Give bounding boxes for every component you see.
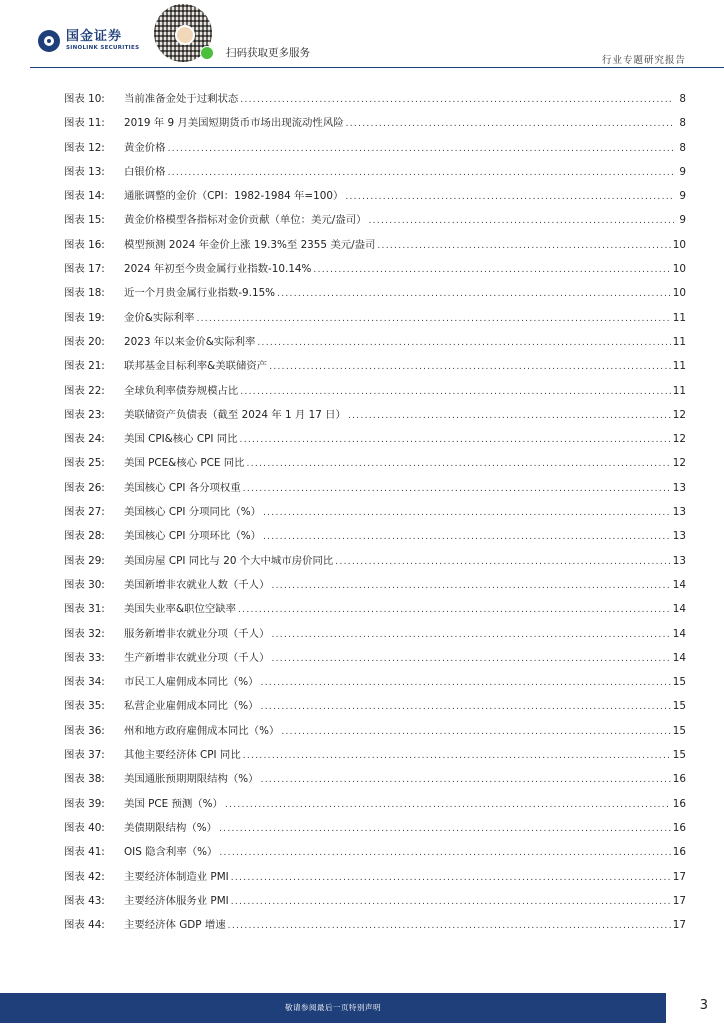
page-reference: 15 <box>672 749 686 762</box>
figure-title: 通胀调整的金价（CPI：1982-1984 年=100） <box>124 190 344 203</box>
toc-entry[interactable] <box>64 406 686 430</box>
logo-english-name: SINOLINK SECURITIES <box>66 45 140 52</box>
page-reference: 14 <box>672 627 686 640</box>
dot-leader <box>225 800 671 810</box>
dot-leader <box>196 314 670 324</box>
figure-title: 全球负利率债券规模占比 <box>124 384 239 397</box>
page-reference: 10 <box>672 263 686 276</box>
toc-entry[interactable] <box>64 90 686 114</box>
figure-title: 美国通胀预期期限结构（%） <box>124 773 259 786</box>
dot-leader <box>261 702 671 712</box>
figure-number: 图表 29: <box>64 554 105 567</box>
page-header <box>0 0 724 68</box>
qr-center-avatar <box>175 25 195 45</box>
figure-list <box>64 90 686 940</box>
figure-number: 图表 33: <box>64 651 105 664</box>
dot-leader <box>313 265 670 275</box>
figure-number: 图表 42: <box>64 870 105 883</box>
figure-number: 图表 44: <box>64 919 105 932</box>
toc-entry[interactable] <box>64 527 686 551</box>
figure-number: 图表 20: <box>64 335 105 348</box>
figure-number: 图表 34: <box>64 676 105 689</box>
dot-leader <box>168 144 674 154</box>
toc-entry[interactable] <box>64 843 686 867</box>
dot-leader <box>247 459 671 469</box>
dot-leader <box>238 605 671 615</box>
page-reference: 15 <box>672 724 686 737</box>
toc-entry[interactable] <box>64 892 686 916</box>
page-reference: 17 <box>672 894 686 907</box>
dot-leader <box>335 557 670 567</box>
dot-leader <box>263 532 671 542</box>
dot-leader <box>348 411 671 421</box>
figure-title: 美国失业率&职位空缺率 <box>124 603 237 616</box>
figure-title: 美国 PCE 预测（%） <box>124 797 223 810</box>
page-reference: 16 <box>672 773 686 786</box>
page-reference: 17 <box>672 919 686 932</box>
toc-entry[interactable] <box>64 770 686 794</box>
figure-number: 图表 10: <box>64 93 105 105</box>
page-reference: 11 <box>672 360 686 373</box>
page-reference: 14 <box>672 651 686 664</box>
dot-leader <box>240 95 674 105</box>
toc-entry[interactable] <box>64 673 686 697</box>
figure-number: 图表 38: <box>64 773 105 786</box>
dot-leader <box>243 751 671 761</box>
figure-title: 当前准备金处于过剩状态 <box>124 93 239 105</box>
toc-entry[interactable] <box>64 236 686 260</box>
toc-entry[interactable] <box>64 625 686 649</box>
page-reference: 13 <box>672 481 686 494</box>
figure-number: 图表 30: <box>64 578 105 591</box>
figure-title: 2019 年 9 月美国短期货币市场出现流动性风险 <box>124 117 344 130</box>
dot-leader <box>281 727 670 737</box>
page-reference: 12 <box>672 457 686 470</box>
toc-entry[interactable] <box>64 552 686 576</box>
page-reference: 16 <box>672 821 686 834</box>
figure-number: 图表 37: <box>64 749 105 762</box>
page-reference: 16 <box>672 797 686 810</box>
figure-number: 图表 35: <box>64 700 105 713</box>
page-reference: 9 <box>679 190 686 203</box>
wechat-icon <box>200 46 214 60</box>
figure-number: 图表 32: <box>64 627 105 640</box>
page-reference: 13 <box>672 554 686 567</box>
figure-title: 美国 PCE&核心 PCE 同比 <box>124 457 245 470</box>
figure-number: 图表 21: <box>64 360 105 373</box>
dot-leader <box>271 581 670 591</box>
dot-leader <box>219 824 671 834</box>
toc-entry[interactable] <box>64 260 686 284</box>
page-reference: 8 <box>679 141 686 154</box>
toc-entry[interactable] <box>64 576 686 600</box>
toc-entry[interactable] <box>64 479 686 503</box>
toc-entry[interactable] <box>64 916 686 940</box>
figure-number: 图表 39: <box>64 797 105 810</box>
toc-entry[interactable] <box>64 600 686 624</box>
dot-leader <box>269 362 671 372</box>
page-reference: 12 <box>672 408 686 421</box>
page-reference: 17 <box>672 870 686 883</box>
page-reference: 8 <box>679 93 686 105</box>
figure-title: 2024 年初至今贵金属行业指数-10.14% <box>124 263 312 276</box>
dot-leader <box>368 216 674 226</box>
company-logo <box>38 30 139 52</box>
figure-number: 图表 14: <box>64 190 105 203</box>
figure-title: 白银价格 <box>124 165 166 178</box>
logo-chinese-name: 国金证券 <box>66 29 123 45</box>
figure-number: 图表 43: <box>64 894 105 907</box>
figure-title: 服务新增非农就业分项（千人） <box>124 627 270 640</box>
toc-entry[interactable] <box>64 284 686 308</box>
toc-entry[interactable] <box>64 649 686 673</box>
page-reference: 9 <box>679 165 686 178</box>
figure-title: 模型预测 2024 年金价上涨 19.3%至 2355 美元/盎司 <box>124 238 376 251</box>
dot-leader <box>240 435 671 445</box>
figure-title: OIS 隐含利率（%） <box>124 846 218 859</box>
dot-leader <box>219 848 670 858</box>
dot-leader <box>261 678 671 688</box>
dot-leader <box>231 897 671 907</box>
figure-title: 黄金价格模型各指标对金价贡献（单位：美元/盎司） <box>124 214 367 227</box>
toc-entry[interactable] <box>64 187 686 211</box>
figure-number: 图表 19: <box>64 311 105 324</box>
figure-title: 美联储资产负债表（截至 2024 年 1 月 17 日） <box>124 408 346 421</box>
figure-number: 图表 27: <box>64 506 105 519</box>
toc-entry[interactable] <box>64 868 686 892</box>
page-reference: 14 <box>672 578 686 591</box>
toc-entry[interactable] <box>64 333 686 357</box>
dot-leader <box>257 338 670 348</box>
disclaimer-note: 敬请参阅最后一页特别声明 <box>285 1003 381 1012</box>
figure-title: 生产新增非农就业分项（千人） <box>124 651 270 664</box>
figure-title: 美国新增非农就业人数（千人） <box>124 578 270 591</box>
header-divider <box>30 67 724 68</box>
page-reference: 8 <box>679 117 686 130</box>
figure-title: 近一个月贵金属行业指数-9.15% <box>124 287 276 300</box>
figure-title: 私营企业雇佣成本同比（%） <box>124 700 259 713</box>
dot-leader <box>271 630 670 640</box>
toc-entry[interactable] <box>64 309 686 333</box>
figure-title: 联邦基金目标利率&美联储资产 <box>124 360 268 373</box>
page-reference: 16 <box>672 846 686 859</box>
page-reference: 11 <box>672 384 686 397</box>
page-reference: 14 <box>672 603 686 616</box>
toc-entry[interactable] <box>64 139 686 163</box>
page-reference: 10 <box>672 287 686 300</box>
figure-title: 其他主要经济体 CPI 同比 <box>124 749 241 762</box>
figure-number: 图表 36: <box>64 724 105 737</box>
toc-entry[interactable] <box>64 746 686 770</box>
figure-title: 黄金价格 <box>124 141 166 154</box>
dot-leader <box>277 289 671 299</box>
page-reference: 11 <box>672 311 686 324</box>
figure-title: 美债期限结构（%） <box>124 821 217 834</box>
toc-entry[interactable] <box>64 454 686 478</box>
figure-title: 市民工人雇佣成本同比（%） <box>124 676 259 689</box>
figure-number: 图表 41: <box>64 846 105 859</box>
toc-entry[interactable] <box>64 357 686 381</box>
page-reference: 13 <box>672 506 686 519</box>
toc-entry[interactable] <box>64 795 686 819</box>
page-reference: 10 <box>672 238 686 251</box>
toc-entry[interactable] <box>64 430 686 454</box>
page-number: 3 <box>699 998 708 1013</box>
figure-number: 图表 24: <box>64 433 105 446</box>
figure-number: 图表 26: <box>64 481 105 494</box>
toc-entry[interactable] <box>64 114 686 138</box>
figure-number: 图表 11: <box>64 117 105 130</box>
figure-title: 主要经济体服务业 PMI <box>124 894 229 907</box>
logo-mark-icon <box>38 30 60 52</box>
dot-leader <box>377 241 670 251</box>
figure-title: 美国核心 CPI 分项环比（%） <box>124 530 261 543</box>
toc-entry[interactable] <box>64 697 686 721</box>
dot-leader <box>228 921 671 931</box>
dot-leader <box>240 387 670 397</box>
dot-leader <box>243 484 671 494</box>
dot-leader <box>346 119 674 129</box>
dot-leader <box>168 168 674 178</box>
figure-title: 金价&实际利率 <box>124 311 195 324</box>
figure-number: 图表 22: <box>64 384 105 397</box>
page-reference: 13 <box>672 530 686 543</box>
figure-title: 美国 CPI&核心 CPI 同比 <box>124 433 238 446</box>
page-reference: 12 <box>672 433 686 446</box>
figure-number: 图表 31: <box>64 603 105 616</box>
toc-entry[interactable] <box>64 163 686 187</box>
figure-number: 图表 28: <box>64 530 105 543</box>
dot-leader <box>261 775 671 785</box>
figure-title: 美国房屋 CPI 同比与 20 个大中城市房价同比 <box>124 554 334 567</box>
page-reference: 15 <box>672 700 686 713</box>
figure-number: 图表 40: <box>64 821 105 834</box>
dot-leader <box>231 873 671 883</box>
dot-leader <box>263 508 671 518</box>
figure-number: 图表 18: <box>64 287 105 300</box>
dot-leader <box>345 192 674 202</box>
toc-entry[interactable] <box>64 503 686 527</box>
document-type: 行业专题研究报告 <box>601 55 686 66</box>
figure-number: 图表 17: <box>64 263 105 276</box>
page-reference: 15 <box>672 676 686 689</box>
figure-title: 美国核心 CPI 各分项权重 <box>124 481 241 494</box>
figure-title: 州和地方政府雇佣成本同比（%） <box>124 724 280 737</box>
page-reference: 9 <box>679 214 686 227</box>
figure-title: 主要经济体制造业 PMI <box>124 870 229 883</box>
toc-entry[interactable] <box>64 382 686 406</box>
figure-number: 图表 15: <box>64 214 105 227</box>
toc-entry[interactable] <box>64 722 686 746</box>
figure-number: 图表 16: <box>64 238 105 251</box>
scan-prompt: 扫码获取更多服务 <box>226 47 310 59</box>
figure-number: 图表 23: <box>64 408 105 421</box>
dot-leader <box>271 654 670 664</box>
figure-title: 美国核心 CPI 分项同比（%） <box>124 506 261 519</box>
figure-number: 图表 13: <box>64 165 105 178</box>
figure-number: 图表 12: <box>64 141 105 154</box>
toc-entry[interactable] <box>64 819 686 843</box>
figure-title: 主要经济体 GDP 增速 <box>124 919 226 932</box>
figure-number: 图表 25: <box>64 457 105 470</box>
page-reference: 11 <box>672 335 686 348</box>
figure-title: 2023 年以来金价&实际利率 <box>124 335 256 348</box>
toc-entry[interactable] <box>64 211 686 235</box>
